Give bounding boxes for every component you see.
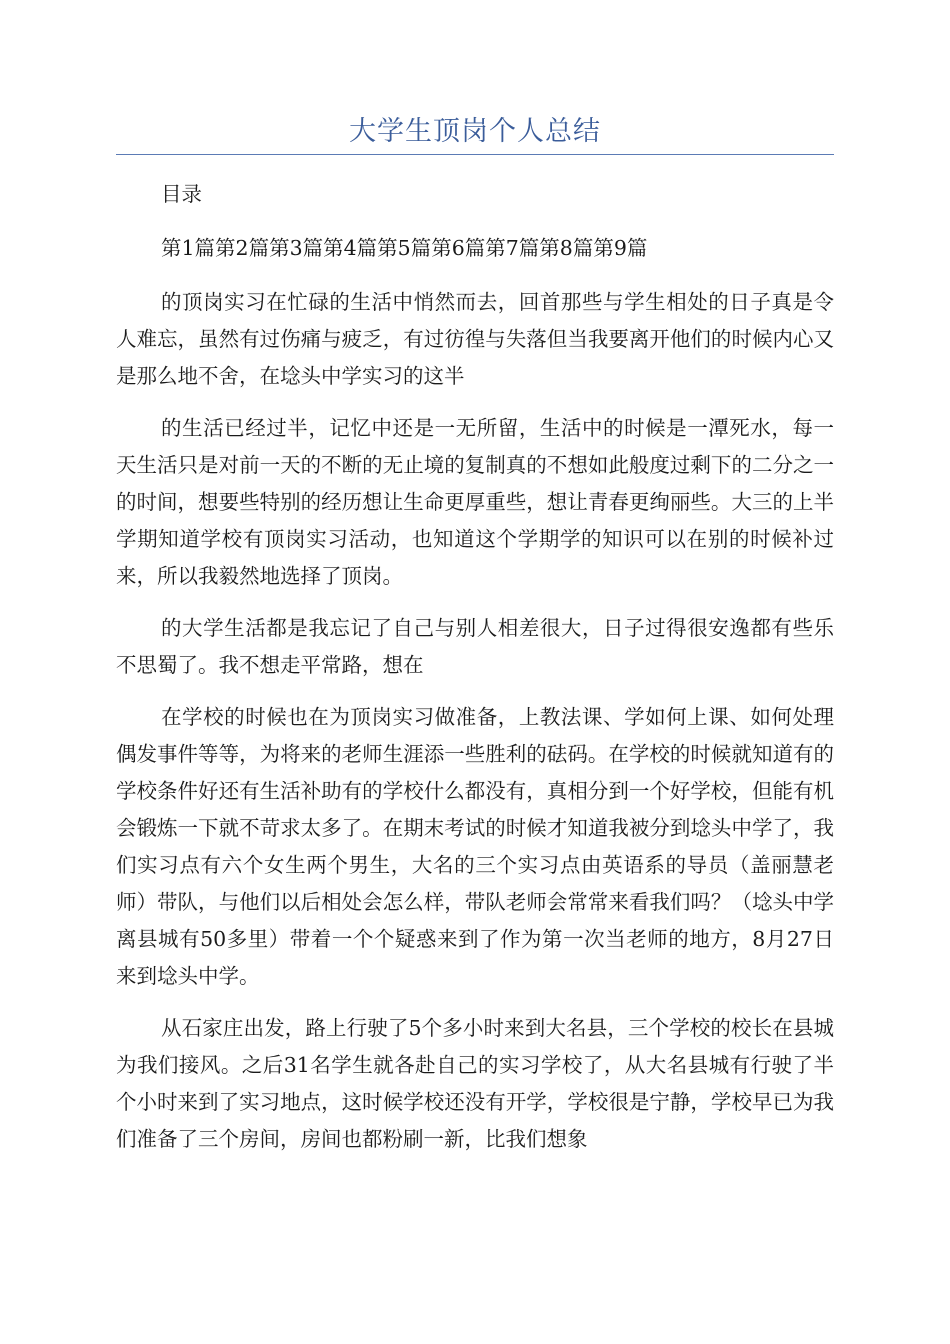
- body-paragraph: 的大学生活都是我忘记了自己与别人相差很大，日子过得很安逸都有些乐不思蜀了。我不想走平常路，想在: [116, 616, 834, 677]
- body-paragraph: 的顶岗实习在忙碌的生活中悄然而去，回首那些与学生相处的日子真是令人难忘，虽然有过伤痛与疲乏，有过彷徨与失落但当我要离开他们的时候内心又是那么地不舍，在埝头中学实习的这半: [116, 290, 834, 388]
- body-paragraph: 的生活已经过半，记忆中还是一无所留，生活中的时候是一潭死水，每一天生活只是对前一天的不断的无止境的复制真的不想如此般度过剩下的二分之一的时间，想要些特别的经历想让生命更厚重些，想让青春更绚丽些。大三的上半学期知道学校有顶岗实习活动，也知道这个学期学的知识可以在别的时候补过来，所以我毅然地选择了顶岗。: [116, 416, 834, 588]
- toc-list: 第1篇第2篇第3篇第4篇第5篇第6篇第7篇第8篇第9篇: [161, 236, 648, 260]
- body-paragraph: 在学校的时候也在为顶岗实习做准备，上教法课、学如何上课、如何处理偶发事件等等，为将来的老师生涯添一些胜利的砝码。在学校的时候就知道有的学校条件好还有生活补助有的学校什么都没有，真相分到一个好学校，但能有机会锻炼一下就不苛求太多了。在期末考试的时候才知道我被分到埝头中学了，我们实习点有六个女生两个男生，大名的三个实习点由英语系的导员（盖丽慧老师）带队，与他们以后相处会怎么样，带队老师会常常来看我们吗？（埝头中学离县城有50多里）带着一个个疑惑来到了作为第一次当老师的地方，8月27日来到埝头中学。: [116, 705, 834, 988]
- title-underline-divider: [116, 154, 834, 155]
- document-title: 大学生顶岗个人总结: [349, 116, 601, 147]
- document-body: [116, 176, 834, 1173]
- body-paragraph: 从石家庄出发，路上行驶了5个多小时来到大名县，三个学校的校长在县城为我们接风。之后31名学生就各赴自己的实习学校了，从大名县城有行驶了半个小时来到了实习地点，这时候学校还没有开学，学校很是宁静，学校早已为我们准备了三个房间，房间也都粉刷一新，比我们想象: [116, 1016, 834, 1151]
- toc-heading: 目录: [161, 182, 202, 206]
